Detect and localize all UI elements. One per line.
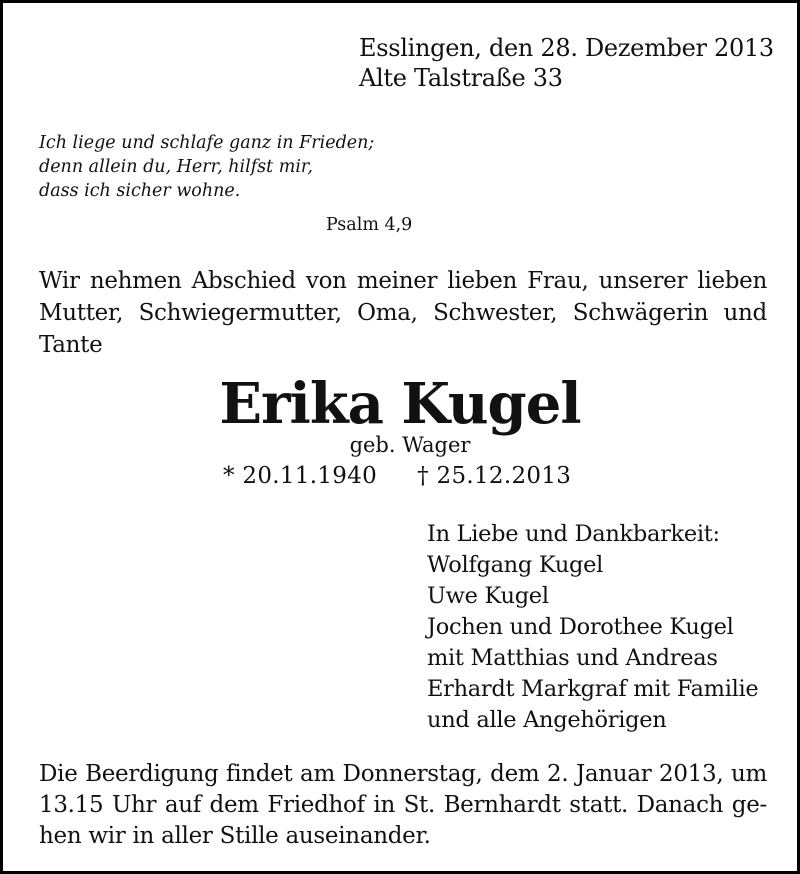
family-line: mit Matthias und Andreas (427, 645, 718, 671)
family-line: Jochen und Dorothee Kugel (427, 614, 734, 640)
family-signature (427, 519, 758, 736)
birth-date: * 20.11.1940 (223, 463, 378, 489)
death-date: † 25.12.2013 (417, 463, 572, 489)
life-dates (223, 461, 571, 491)
maiden-name: geb. Wager (349, 433, 471, 457)
farewell-intro (39, 265, 767, 361)
funeral-line: Die Beerdigung findet am Donnerstag, dem 2. Januar 2013, um (39, 761, 767, 787)
funeral-line: hen wir in aller Stille auseinander. (39, 823, 431, 849)
intro-line: Tante (39, 332, 103, 358)
funeral-information (39, 759, 767, 852)
family-line: Erhardt Markgraf mit Familie (427, 676, 759, 702)
verse-line: Ich liege und schlafe ganz in Frieden; (39, 133, 375, 153)
verse-line: denn allein du, Herr, hilfst mir, (39, 157, 313, 177)
family-line: Uwe Kugel (427, 583, 549, 609)
funeral-line: 13.15 Uhr auf dem Friedhof in St. Bernhardt statt. Danach ge- (39, 792, 767, 818)
address: Alte Talstraße 33 (359, 64, 563, 92)
family-line: In Liebe und Dankbarkeit: (427, 521, 720, 547)
verse-line: dass ich sicher wohne. (39, 181, 241, 201)
place-date: Esslingen, den 28. Dezember 2013 (359, 34, 774, 62)
bible-verse (39, 131, 374, 203)
family-line: und alle Angehörigen (427, 707, 667, 733)
intro-line: Wir nehmen Abschied von meiner lieben Frau, unserer lieben (39, 268, 767, 294)
intro-line: Mutter, Schwiegermutter, Oma, Schwester, Schwägerin und (39, 300, 767, 326)
verse-reference: Psalm 4,9 (326, 215, 413, 235)
deceased-name: Erika Kugel (219, 371, 581, 437)
family-line: Wolfgang Kugel (427, 552, 604, 578)
header-place-address (359, 33, 774, 93)
